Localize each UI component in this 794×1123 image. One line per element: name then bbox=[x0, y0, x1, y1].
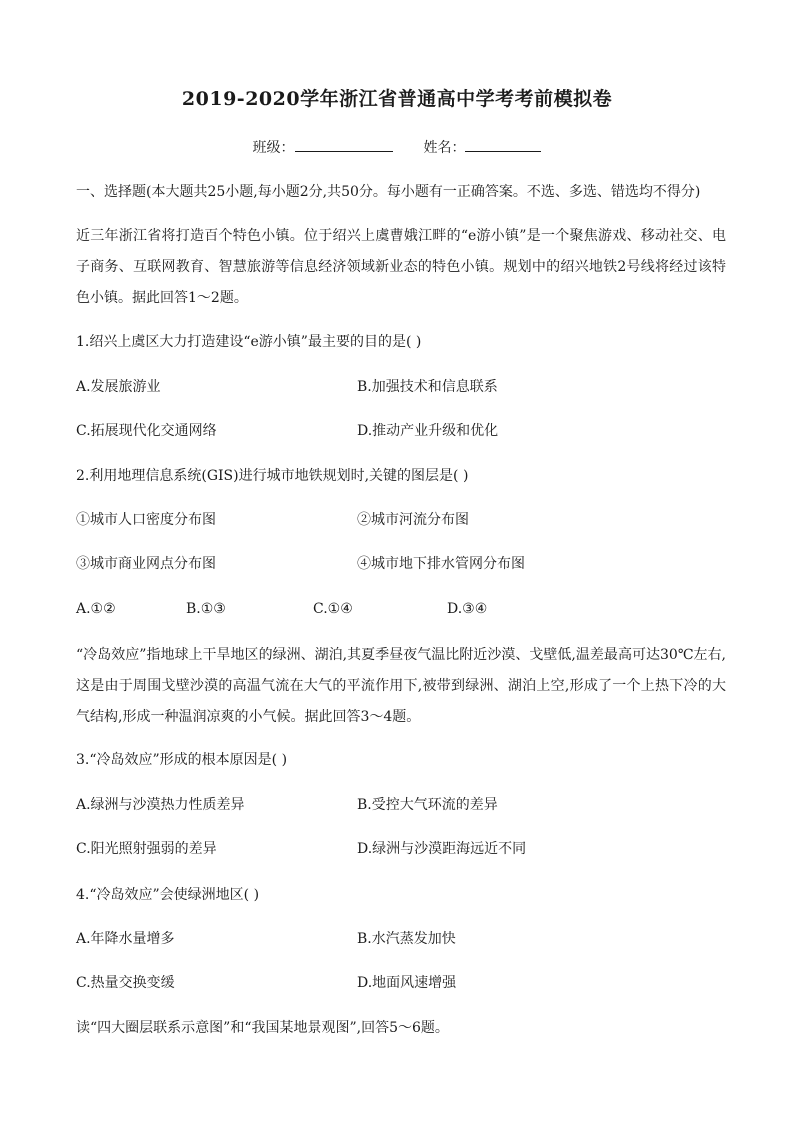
question-3-option-a[interactable]: A.绿洲与沙漠热力性质差异 bbox=[76, 797, 245, 813]
passage-3: 读“四大圈层联系示意图”和“我国某地景观图”,回答5～6题。 bbox=[76, 1020, 449, 1036]
question-4-stem: 4.“冷岛效应”会使绿洲地区( ) bbox=[76, 887, 260, 903]
question-4-option-b[interactable]: B.水汽蒸发加快 bbox=[357, 931, 456, 947]
question-3-option-c[interactable]: C.阳光照射强弱的差异 bbox=[76, 841, 217, 857]
name-label: 姓名： bbox=[423, 140, 466, 156]
page-title: 2019-2020学年浙江省普通高中学考考前模拟卷 bbox=[181, 88, 613, 110]
question-4-option-d[interactable]: D.地面风速增强 bbox=[357, 975, 457, 991]
student-info-line bbox=[0, 137, 794, 157]
question-2-item-3: ③城市商业网点分布图 bbox=[76, 556, 216, 572]
question-2-item-2: ②城市河流分布图 bbox=[357, 512, 469, 528]
question-1-option-a[interactable]: A.发展旅游业 bbox=[76, 379, 161, 395]
passage-1: 近三年浙江省将打造百个特色小镇。位于绍兴上虞曹娥江畔的“e游小镇”是一个聚焦游戏、移动社交、电子商务、互联网教育、智慧旅游等信息经济领域新业态的特色小镇。规划中的绍兴地铁2号线将经过该特色小镇。据此回答1～2题。 bbox=[76, 228, 726, 306]
question-1-option-c[interactable]: C.拓展现代化交通网络 bbox=[76, 423, 217, 439]
question-2-stem: 2.利用地理信息系统(GIS)进行城市地铁规划时,关键的图层是( ) bbox=[76, 468, 469, 484]
question-2-item-4: ④城市地下排水管网分布图 bbox=[357, 556, 525, 572]
question-2-option-c[interactable]: C.①④ bbox=[313, 601, 353, 617]
passage-2: “冷岛效应”指地球上干旱地区的绿洲、湖泊,其夏季昼夜气温比附近沙漠、戈壁低,温差最高可达30℃左右,这是由于周围戈壁沙漠的高温气流在大气的平流作用下,被带到绿洲、湖泊上空,形成了一个上热下冷的大气结构,形成一种温润凉爽的小气候。据此回答3～4题。 bbox=[76, 647, 726, 725]
question-3-stem: 3.“冷岛效应”形成的根本原因是( ) bbox=[76, 752, 288, 768]
question-2-option-d[interactable]: D.③④ bbox=[447, 601, 488, 617]
question-1-stem: 1.绍兴上虞区大力打造建设“e游小镇”最主要的目的是( ) bbox=[76, 334, 422, 350]
class-blank[interactable] bbox=[295, 137, 393, 152]
question-3-option-d[interactable]: D.绿洲与沙漠距海远近不同 bbox=[357, 841, 527, 857]
question-2-option-a[interactable]: A.①② bbox=[76, 601, 116, 617]
question-1-option-d[interactable]: D.推动产业升级和优化 bbox=[357, 423, 499, 439]
question-2-option-b[interactable]: B.①③ bbox=[186, 601, 226, 617]
section-heading: 一、选择题(本大题共25小题,每小题2分,共50分。每小题有一正确答案。不选、多选、错选均不得分) bbox=[76, 184, 701, 200]
question-4-option-c[interactable]: C.热量交换变缓 bbox=[76, 975, 175, 991]
question-1-option-b[interactable]: B.加强技术和信息联系 bbox=[357, 379, 498, 395]
question-3-option-b[interactable]: B.受控大气环流的差异 bbox=[357, 797, 498, 813]
class-label: 班级： bbox=[252, 140, 295, 156]
question-2-item-1: ①城市人口密度分布图 bbox=[76, 512, 216, 528]
question-4-option-a[interactable]: A.年降水量增多 bbox=[76, 931, 175, 947]
name-blank[interactable] bbox=[465, 137, 541, 152]
